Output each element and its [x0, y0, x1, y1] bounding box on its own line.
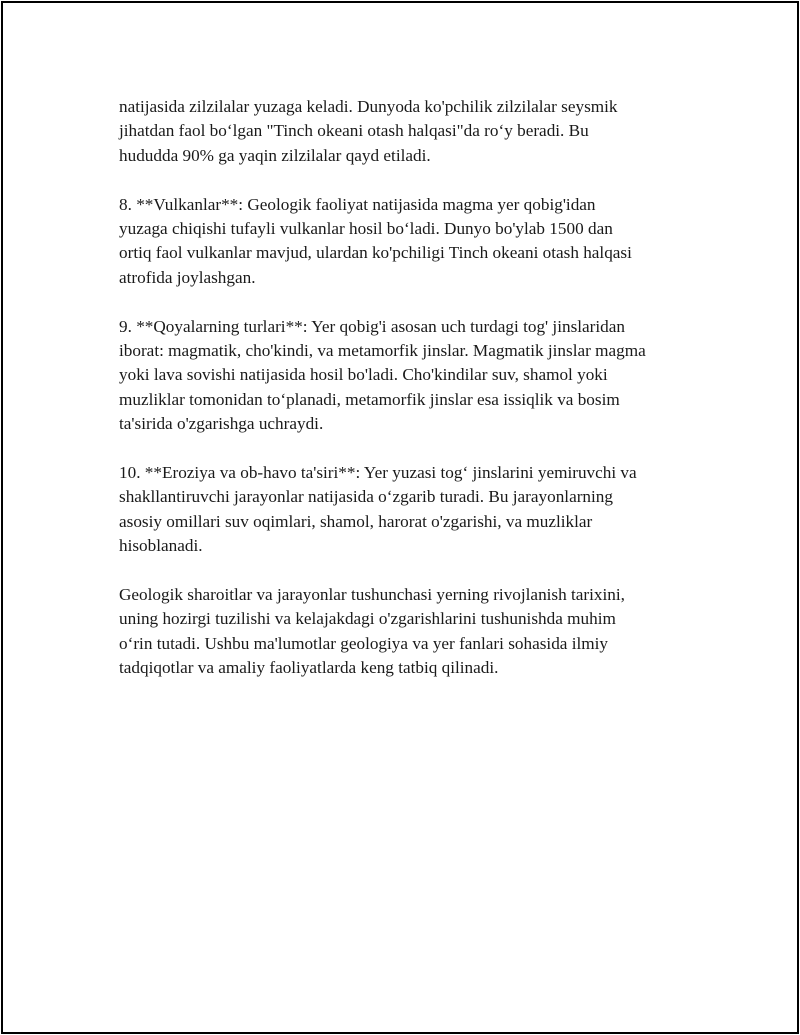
text-line: ta'sirida o'zgarishga uchraydi. — [119, 414, 324, 434]
paragraph-earthquakes-continued — [119, 95, 699, 168]
text-line: tadqiqotlar va amaliy faoliyatlarda keng tatbiq qilinadi. — [119, 658, 499, 678]
text-line: yoki lava sovishi natijasida hosil bo'ladi. Cho'kindilar suv, shamol yoki — [119, 365, 608, 385]
text-line: yuzaga chiqishi tufayli vulkanlar hosil bo‘ladi. Dunyo bo'ylab 1500 dan — [119, 219, 613, 239]
text-line: hisoblanadi. — [119, 536, 203, 556]
text-line: shakllantiruvchi jarayonlar natijasida o‘zgarib turadi. Bu jarayonlarning — [119, 487, 613, 507]
text-line: o‘rin tutadi. Ushbu ma'lumotlar geologiya va yer fanlari sohasida ilmiy — [119, 633, 609, 653]
document-body — [119, 95, 699, 705]
paragraph-conclusion — [119, 583, 699, 681]
paragraph-volcanoes — [119, 193, 699, 291]
text-line: ortiq faol vulkanlar mavjud, ulardan ko'pchiligi Tinch okeani otash halqasi — [119, 243, 632, 263]
text-line: asosiy omillari suv oqimlari, shamol, harorat o'zgarishi, va muzliklar — [119, 511, 593, 531]
paragraph-erosion-weathering — [119, 461, 699, 559]
text-line: 9. **Qoyalarning turlari**: Yer qobig'i asosan uch turdagi tog' jinslaridan — [119, 316, 625, 336]
text-line: hududda 90% ga yaqin zilzilalar qayd etiladi. — [119, 145, 431, 165]
text-line: 8. **Vulkanlar**: Geologik faoliyat natijasida magma yer qobig'idan — [119, 194, 596, 214]
text-line: natijasida zilzilalar yuzaga keladi. Dunyoda ko'pchilik zilzilalar seysmik — [119, 97, 618, 116]
text-line: jihatdan faol bo‘lgan "Tinch okeani otash halqasi"da ro‘y beradi. Bu — [119, 121, 589, 141]
text-line: muzliklar tomonidan to‘planadi, metamorfik jinslar esa issiqlik va bosim — [119, 389, 620, 409]
text-line: atrofida joylashgan. — [119, 267, 256, 287]
text-line: Geologik sharoitlar va jarayonlar tushunchasi yerning rivojlanish tarixini, — [119, 585, 625, 605]
paragraph-rock-types — [119, 315, 699, 437]
text-line: 10. **Eroziya va ob-havo ta'siri**: Yer yuzasi tog‘ jinslarini yemiruvchi va — [119, 463, 637, 483]
text-line: uning hozirgi tuzilishi va kelajakdagi o'zgarishlarini tushunishda muhim — [119, 609, 616, 629]
page-frame — [1, 1, 799, 1034]
text-line: iborat: magmatik, cho'kindi, va metamorfik jinslar. Magmatik jinslar magma — [119, 341, 646, 361]
